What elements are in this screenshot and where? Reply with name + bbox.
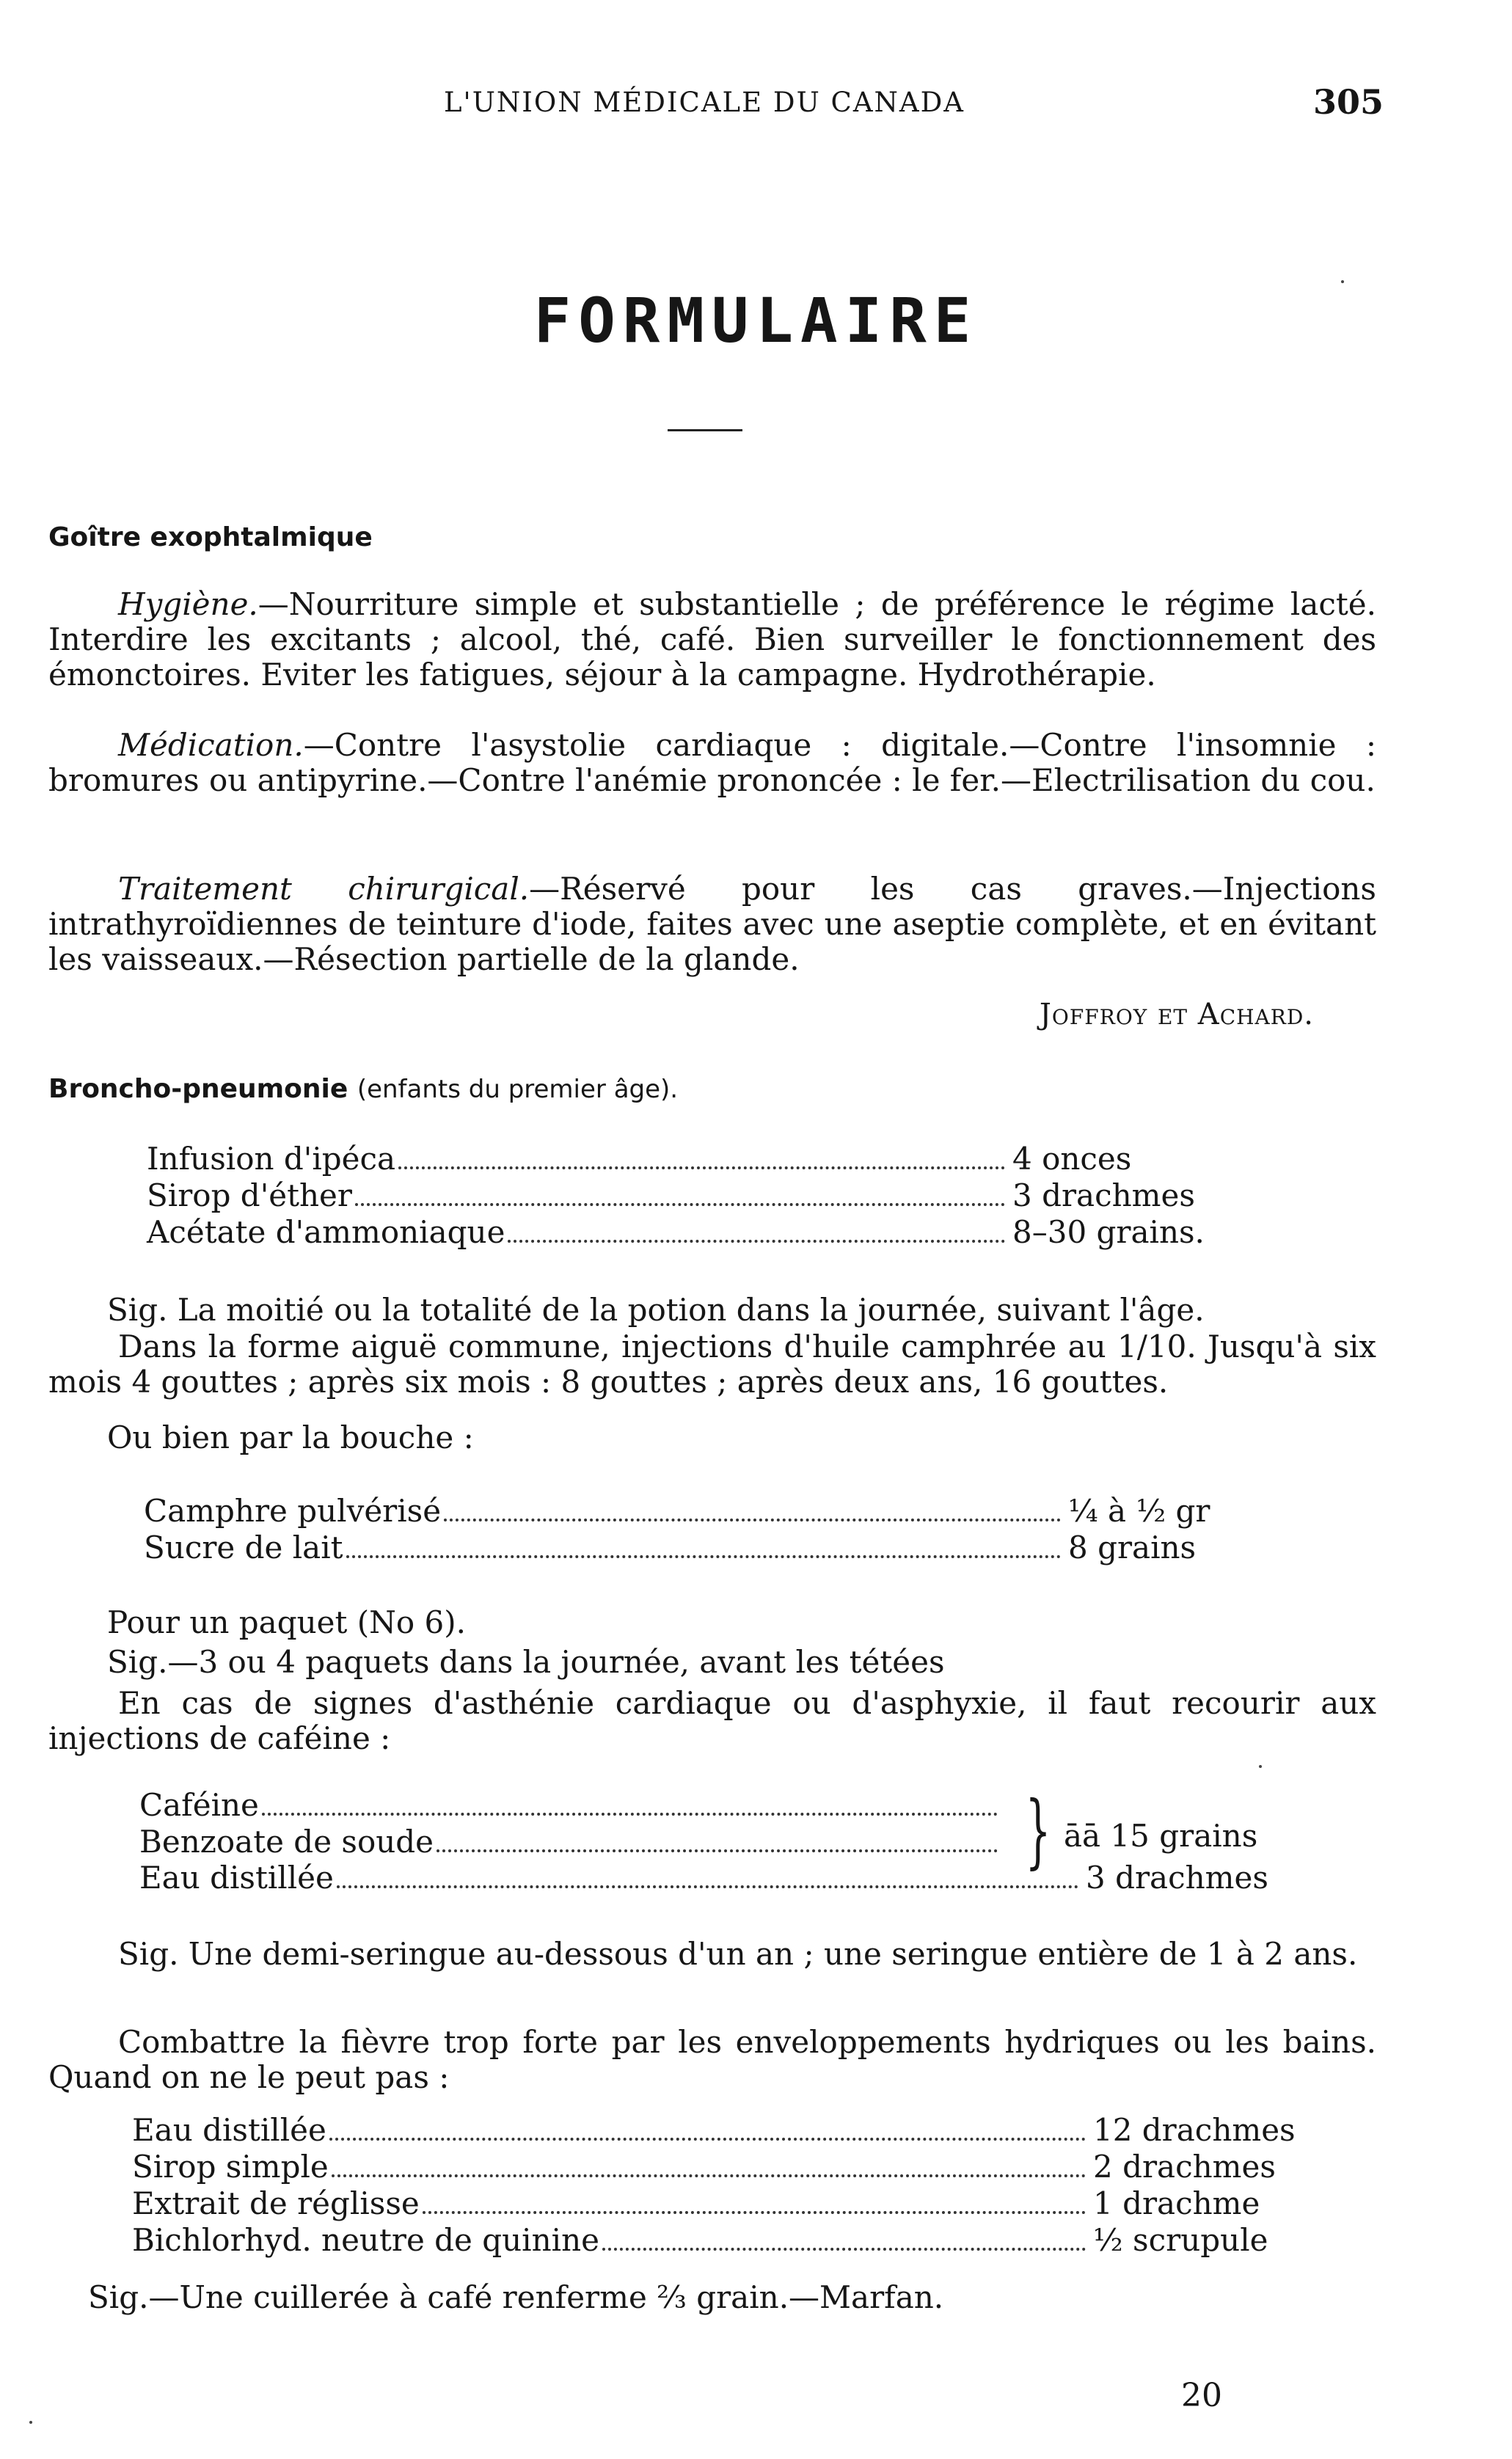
paragraph-sig-3: Sig. Une demi-seringue au-dessous d'un an ; une seringue entière de 1 à 2 ans. [118, 1936, 1358, 1972]
prescription-row: Eau distillée 12 drachmes [132, 2112, 1296, 2148]
paragraph-sig-2: Sig.—3 ou 4 paquets dans la journée, avant les tétées [107, 1644, 945, 1680]
prescription-row: Caféine [139, 1787, 1005, 1824]
section-heading-goitre: Goître exophtalmique [48, 522, 373, 552]
medication-text: —Contre l'asystolie cardiaque : digitale.—Contre l'insomnie : bromures ou antipyrine.—Contre l'anémie prononcée : le fer.—Electrilisation du cou. [48, 727, 1376, 798]
brace-quantity: āā 15 grains [1064, 1818, 1258, 1854]
paragraph-combattre: Combattre la fièvre trop forte par les enveloppements hydriques ou les bains. Quand on ne le peut pas : [48, 2024, 1376, 2095]
prescription-row: Sirop d'éther 3 drachmes [147, 1177, 1195, 1213]
prescription-row: Bichlorhyd. neutre de quinine ½ scrupule [132, 2222, 1268, 2258]
prescription-row: Infusion d'ipéca 4 onces [147, 1141, 1132, 1177]
paragraph-forme: Dans la forme aiguë commune, injections d'huile camphrée au 1/10. Jusqu'à six mois 4 gouttes ; après six mois : 8 gouttes ; après deux ans, 16 gouttes. [48, 1329, 1376, 1400]
signature-number: 20 [1181, 2377, 1222, 2414]
paragraph-ou-bien: Ou bien par la bouche : [107, 1420, 474, 1455]
broncho-heading-text: Broncho-pneumonie [48, 1074, 348, 1104]
prescription-row: Acétate d'ammoniaque 8–30 grains. [147, 1214, 1205, 1250]
paragraph-sig-4: Sig.—Une cuillerée à café renferme ⅔ grain.—Marfan. [88, 2279, 944, 2315]
title-rule [668, 429, 742, 431]
prescription-1 [147, 1141, 1232, 1252]
prescription-row: Sirop simple 2 drachmes [132, 2149, 1276, 2185]
speck [29, 2421, 32, 2424]
page-title: FORMULAIRE [533, 285, 979, 357]
speck [1259, 1765, 1262, 1768]
prescription-row: Eau distillée 3 drachmes [139, 1860, 1268, 1896]
paragraph-pour: Pour un paquet (No 6). [107, 1604, 466, 1640]
broncho-heading-sub: (enfants du premier âge). [357, 1075, 679, 1104]
paragraph-medication [48, 728, 1376, 798]
prescription-row: Benzoate de soude [139, 1824, 1005, 1860]
prescription-4 [132, 2113, 1313, 2259]
hygiene-label: Hygiène. [118, 586, 258, 622]
page-number: 305 [1313, 82, 1384, 122]
section-heading-broncho [48, 1074, 678, 1104]
paragraph-hygiene [48, 587, 1376, 693]
prescription-row: Extrait de réglisse 1 drachme [132, 2185, 1260, 2221]
hygiene-text: —Nourriture simple et substantielle ; de préférence le régime lacté. Interdire les excitants ; alcool, thé, café. Bien surveiller le fonctionnement des émonctoires. Eviter les fatigues, séjour à la campagne. Hydrothérapie. [48, 586, 1376, 693]
prescription-2 [144, 1494, 1252, 1567]
prescription-3-last [139, 1860, 1313, 1897]
prescription-3 [139, 1787, 1005, 1860]
traitement-label: Traitement chirurgical. [118, 871, 530, 907]
paragraph-asthenie: En cas de signes d'asthénie cardiaque ou d'asphyxie, il faut recourir aux injections de caféine : [48, 1685, 1376, 1756]
medication-label: Médication. [118, 727, 304, 763]
traitement-text: —Réservé pour les cas graves.—Injections intrathyroïdiennes de teinture d'iode, faites avec une aseptie complète, et en évitant les vaisseaux.—Résection partielle de la glande. [48, 871, 1376, 977]
speck [1341, 280, 1344, 283]
running-head: L'UNION MÉDICALE DU CANADA [443, 87, 965, 118]
prescription-row: Sucre de lait 8 grains [144, 1530, 1197, 1565]
prescription-row: Camphre pulvérisé ¼ à ½ gr [144, 1493, 1210, 1529]
signature-joffroy-achard: Joffroy et Achard. [1039, 998, 1314, 1031]
paragraph-traitement [48, 872, 1376, 977]
brace-symbol: } [1025, 1783, 1051, 1877]
paragraph-sig-1: Sig. La moitié ou la totalité de la potion dans la journée, suivant l'âge. [107, 1292, 1205, 1328]
